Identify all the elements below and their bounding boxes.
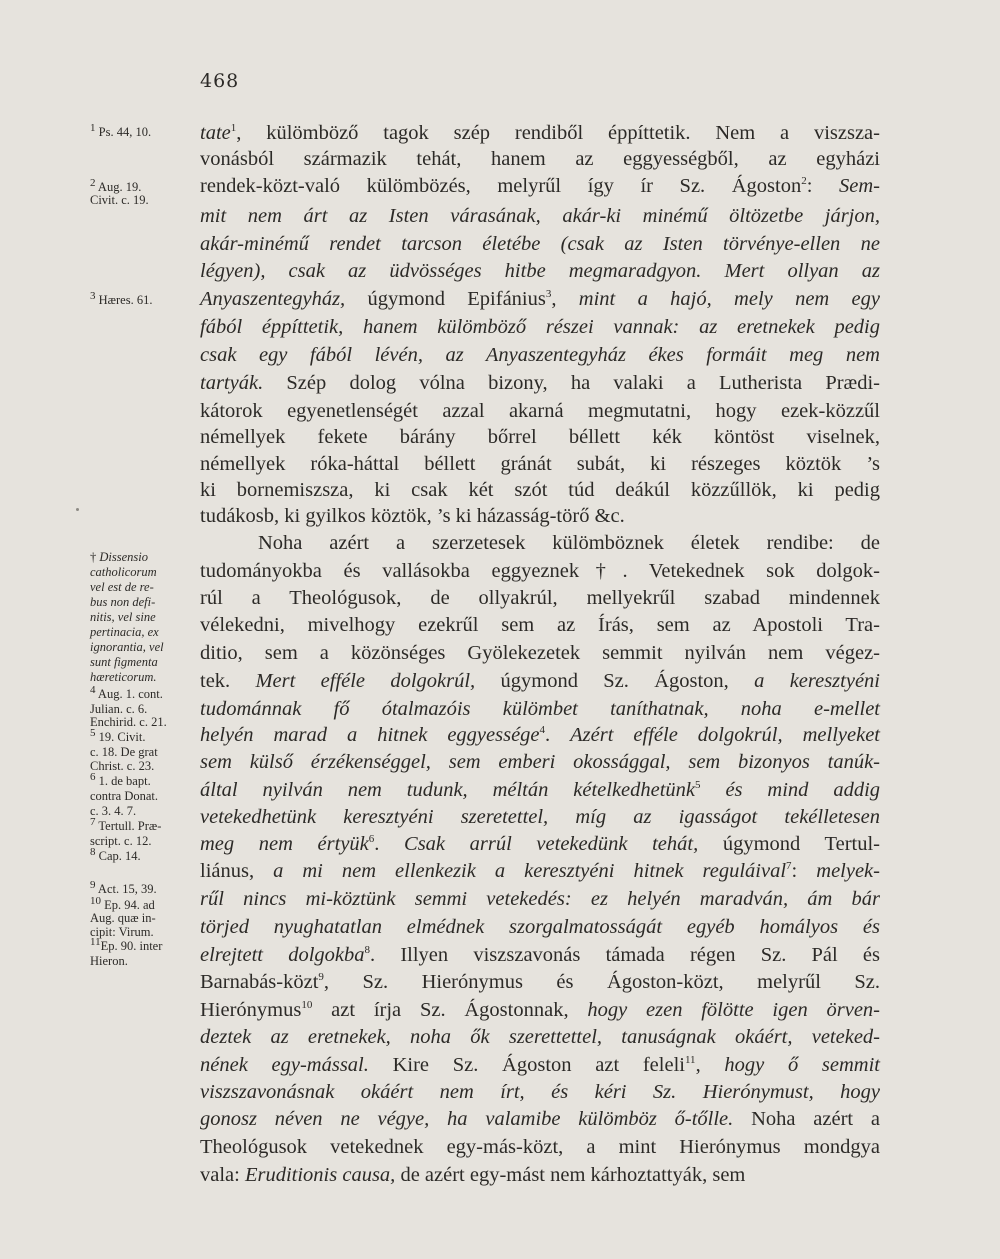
margin-note: $^3$ Hæres. 61. [90,289,153,307]
margin-note: pertinacia, ex [90,625,159,639]
margin-note: $^{10}$ Ep. 94. ad [90,894,155,912]
margin-note: bus non defi- [90,595,156,609]
text-line: rendek-közt-való külömbözés, melyrűl így ír Sz. Ágoston$^2$: Sem- [200,175,880,197]
paper-speck [76,508,79,511]
margin-note: Aug. quæ in- [90,911,156,925]
margin-note: Christ. c. 23. [90,759,155,773]
text-line: helyén marad a hitnek eggyessége$^4$. Azért efféle dolgokrúl, mellyeket [200,724,881,746]
margin-note: $^5$ 19. Civit. [90,726,146,744]
margin-note: contra Donat. [90,789,159,803]
margin-note: script. c. 12. [90,834,152,848]
margin-note: Civit. c. 19. [90,193,149,207]
text-line: törjed nyughatatlan elmédnek szorgalmatosságát egyéb homályos és [200,916,880,938]
margin-note: $^6$ 1. de bapt. [90,770,151,788]
page-number: 468 [200,70,240,92]
text-line: meg nem értyük$^6$. Csak arrúl vetekedünk tehát, úgymond Tertul- [200,833,881,855]
text-line: nének egy-mással. Kire Sz. Ágoston azt feleli$^{11}$, hogy ő semmit [200,1054,881,1076]
margin-note: hæreticorum. [90,670,157,684]
text-line: deztek az eretnekek, noha ők szerettettel, tanuságnak okáért, veteked- [200,1026,880,1048]
text-line: vonásból származik tehát, hanem az eggyességből, az egyházi [200,148,880,170]
margin-note: sunt figmenta [90,655,158,669]
text-line: Barnabás-közt$^9$, Sz. Hierónymus és Ágoston-közt, melyrűl Sz. [200,971,880,993]
text-line: tudománnak fő ótalmazóis külömbet taníthatnak, noha e-mellet [200,698,880,720]
margin-note: Hieron. [90,954,128,968]
margin-note: vel est de re- [90,580,154,594]
text-line: Noha azért a szerzetesek külömböznek életek rendibe: de [258,532,880,554]
text-line: Hierónymus$^{10}$ azt írja Sz. Ágostonnak, hogy ezen fölötte igen örven- [200,999,881,1021]
margin-note: $^7$ Tertull. Præ- [90,815,162,833]
text-line: vetekedhetünk keresztyéni szeretettel, míg az igasságot tekélletesen [200,806,880,828]
text-line: Anyaszentegyház, úgymond Epifánius$^3$, mint a hajó, mely nem egy [200,288,880,310]
text-line: tudákosb, ki gyilkos köztök, ’s ki házasság-törő &c. [200,505,625,527]
text-line: mit nem árt az Isten várasának, akár-ki minémű öltözetbe járjon, [200,205,880,227]
text-line: akár-minémű rendet tarcson életébe (csak az Isten törvénye-ellen ne [200,233,880,255]
text-line: némellyek róka-háttal béllett gránát subát, ki részeges köztök ’s [200,453,880,475]
margin-note: Julian. c. 6. [90,702,148,716]
text-line: vélekedni, mivelhogy ezekrűl sem az Írás, sem az Apostoli Tra- [200,614,880,636]
text-line: fából éppíttetik, hanem külömböző részei vannak: az eretnekek pedig [200,316,880,338]
margin-note: Enchirid. c. 21. [90,715,167,729]
text-line: kátorok egyenetlenségét azzal akarná megmutatni, hogy ezek-közzűl [200,400,880,422]
margin-note: c. 3. 4. 7. [90,804,137,818]
margin-note: $^9$ Act. 15, 39. [90,878,157,896]
text-line: liánus, a mi nem ellenkezik a keresztyéni hitnek reguláival$^7$: melyek- [200,860,880,882]
text-line: sem külső érzékenséggel, sem emberi okossággal, sem bizonyos tanúk- [200,751,880,773]
text-line: tate$^1$, külömböző tagok szép rendiből éppíttetik. Nem a viszsza- [200,122,880,144]
margin-note: $^2$ Aug. 19. [90,176,142,194]
text-line: rűl nincs mi-köztünk semmi vetekedés: ez helyén maradván, ám bár [200,888,880,910]
text-line: némellyek fekete bárány bőrrel béllett kék köntöst viselnek, [200,426,880,448]
margin-note: $^8$ Cap. 14. [90,845,141,863]
margin-note: cipit: Virum. [90,925,154,939]
text-line: által nyilván nem tudunk, méltán kételkedhetünk$^5$ és mind addig [200,779,881,801]
margin-note: $^4$ Aug. 1. cont. [90,683,163,701]
text-line: tartyák. Szép dolog vólna bizony, ha valaki a Lutherista Prædi- [200,372,880,394]
margin-note: c. 18. De grat [90,745,158,759]
text-line: ditio, sem a közönséges Gyölekezetek semmit nyilván nem végez- [200,642,880,664]
margin-note: ignorantia, vel [90,640,164,654]
text-line: viszszavonásnak okáért nem írt, és kéri Sz. Hierónymust, hogy [200,1081,880,1103]
margin-note: $^{11}$Ep. 90. inter [90,935,163,953]
text-line: ki bornemiszsza, ki csak két szót túd deákúl közzűllök, ki pedig [200,479,880,501]
margin-note: catholicorum [90,565,157,579]
text-line: tudományokba és vallásokba eggyeznek†. Vetekednek sok dolgok- [200,560,880,582]
text-line: csak egy fából lévén, az Anyaszentegyház ékes formáit meg nem [200,344,880,366]
text-line: légyen), csak az üdvösséges hitbe megmaradgyon. Mert ollyan az [200,260,880,282]
text-line: tek. Mert efféle dolgokrúl, úgymond Sz. Ágoston, a keresztyéni [200,670,880,692]
text-line: Theológusok vetekednek egy-más-közt, a mint Hierónymus mondgya [200,1136,880,1158]
text-line: rúl a Theológusok, de ollyakrúl, mellyekrűl szabad mindennek [200,587,880,609]
text-line: elrejtett dolgokba$^8$. Illyen viszszavonás támada régen Sz. Pál és [200,944,880,966]
margin-note: nitis, vel sine [90,610,156,624]
text-line: gonosz néven ne végye, ha valamibe külömböz ő-tőlle. Noha azért a [200,1108,880,1130]
margin-note: $^1$ Ps. 44, 10. [90,121,152,139]
text-line: vala: Eruditionis causa, de azért egy-mást nem kárhoztattyák, sem [200,1164,746,1186]
margin-note: † Dissensio [90,550,148,564]
